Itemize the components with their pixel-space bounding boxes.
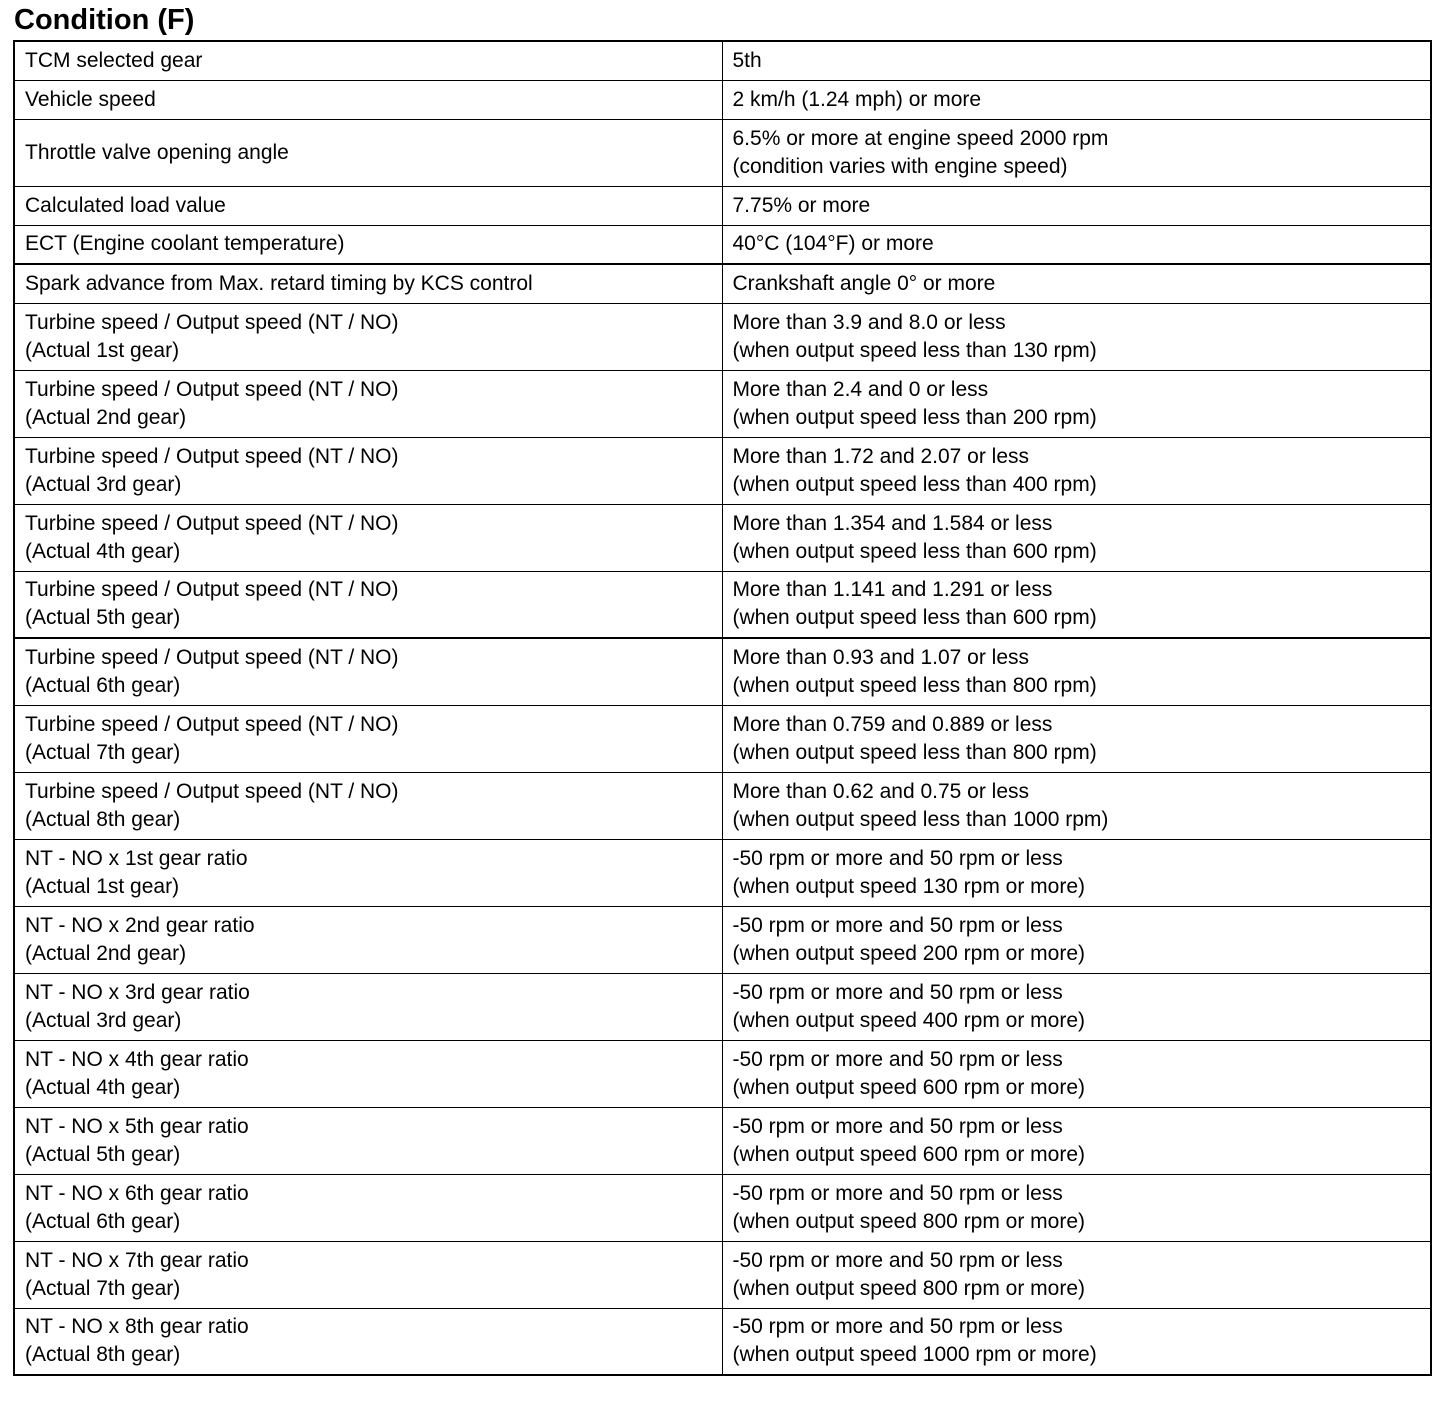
condition-item-text: NT - NO x 7th gear ratio [25, 1248, 249, 1272]
condition-value-text: 6.5% or more at engine speed 2000 rpm [732, 126, 1109, 150]
condition-value-text: (when output speed 800 rpm or more) [732, 1276, 1086, 1300]
condition-item-cell [14, 1107, 722, 1174]
condition-table-body [14, 41, 1431, 1375]
condition-item-text: Turbine speed / Output speed (NT / NO) [25, 578, 399, 602]
condition-item-text: (Actual 6th gear) [25, 1209, 181, 1233]
condition-item-cell [14, 1174, 722, 1241]
condition-item-text: Turbine speed / Output speed (NT / NO) [25, 645, 399, 669]
condition-value-cell [722, 119, 1431, 186]
condition-value-text: (when output speed less than 130 rpm) [732, 338, 1097, 362]
condition-value-text: (when output speed less than 800 rpm) [732, 673, 1097, 697]
table-row [14, 906, 1431, 973]
condition-item-cell [14, 705, 722, 772]
condition-value-text: (when output speed 600 rpm or more) [732, 1142, 1086, 1166]
condition-value-text: (condition varies with engine speed) [732, 154, 1068, 178]
condition-value-text: More than 1.354 and 1.584 or less [732, 511, 1053, 535]
condition-item-cell [14, 1308, 722, 1375]
condition-value-text: More than 1.72 and 2.07 or less [732, 444, 1030, 468]
condition-item-cell [14, 1040, 722, 1107]
condition-value-text: -50 rpm or more and 50 rpm or less [732, 913, 1063, 937]
condition-value-text: -50 rpm or more and 50 rpm or less [732, 846, 1063, 870]
condition-value-cell [722, 638, 1431, 705]
condition-value-cell [722, 437, 1431, 504]
condition-value-cell [722, 571, 1431, 638]
table-row [14, 186, 1431, 225]
condition-value-text: (when output speed 130 rpm or more) [732, 874, 1086, 898]
condition-item-text: TCM selected gear [25, 48, 203, 72]
condition-value-cell [722, 973, 1431, 1040]
condition-value-text: (when output speed 200 rpm or more) [732, 941, 1086, 965]
table-row [14, 303, 1431, 370]
condition-value-text: More than 1.141 and 1.291 or less [732, 578, 1053, 602]
condition-item-text: (Actual 4th gear) [25, 539, 181, 563]
condition-value-text: (when output speed 600 rpm or more) [732, 1075, 1086, 1099]
condition-item-cell [14, 80, 722, 119]
condition-value-cell [722, 1107, 1431, 1174]
condition-value-text: (when output speed less than 600 rpm) [732, 606, 1097, 630]
condition-item-text: NT - NO x 2nd gear ratio [25, 913, 255, 937]
condition-item-cell [14, 119, 722, 186]
condition-item-cell [14, 41, 722, 80]
condition-value-text: (when output speed 800 rpm or more) [732, 1209, 1086, 1233]
condition-item-text: (Actual 2nd gear) [25, 941, 187, 965]
condition-value-text: 5th [732, 48, 762, 72]
condition-item-text: (Actual 7th gear) [25, 1276, 181, 1300]
condition-value-text: (when output speed less than 1000 rpm) [732, 807, 1109, 831]
condition-value-text: -50 rpm or more and 50 rpm or less [732, 1248, 1063, 1272]
table-row [14, 41, 1431, 80]
table-row [14, 772, 1431, 839]
table-row [14, 705, 1431, 772]
condition-item-text: (Actual 1st gear) [25, 874, 180, 898]
condition-value-cell [722, 839, 1431, 906]
condition-value-cell [722, 370, 1431, 437]
condition-item-text: (Actual 4th gear) [25, 1075, 181, 1099]
condition-table [13, 40, 1432, 1376]
table-row [14, 225, 1431, 264]
condition-item-text: (Actual 3rd gear) [25, 1008, 182, 1032]
condition-value-cell [722, 41, 1431, 80]
condition-value-cell [722, 1040, 1431, 1107]
condition-value-text: More than 2.4 and 0 or less [732, 377, 989, 401]
condition-item-text: NT - NO x 3rd gear ratio [25, 980, 250, 1004]
page-title: Condition (F) [14, 4, 195, 36]
condition-item-text: Turbine speed / Output speed (NT / NO) [25, 444, 399, 468]
condition-item-text: Turbine speed / Output speed (NT / NO) [25, 779, 399, 803]
condition-item-text: (Actual 7th gear) [25, 740, 181, 764]
condition-item-cell [14, 973, 722, 1040]
condition-item-text: (Actual 8th gear) [25, 1343, 181, 1367]
condition-item-cell [14, 1241, 722, 1308]
condition-item-text: NT - NO x 8th gear ratio [25, 1315, 249, 1339]
condition-item-text: Vehicle speed [25, 87, 156, 111]
table-row [14, 1308, 1431, 1375]
condition-item-cell [14, 772, 722, 839]
condition-value-text: (when output speed less than 800 rpm) [732, 740, 1097, 764]
table-row [14, 504, 1431, 571]
table-row [14, 80, 1431, 119]
condition-value-text: -50 rpm or more and 50 rpm or less [732, 1047, 1063, 1071]
condition-value-cell [722, 1308, 1431, 1375]
condition-value-text: Crankshaft angle 0° or more [732, 271, 996, 295]
condition-item-text: NT - NO x 4th gear ratio [25, 1047, 249, 1071]
condition-value-text: (when output speed less than 200 rpm) [732, 405, 1097, 429]
table-row [14, 1174, 1431, 1241]
condition-item-cell [14, 504, 722, 571]
condition-item-text: Turbine speed / Output speed (NT / NO) [25, 712, 399, 736]
condition-value-cell [722, 264, 1431, 303]
condition-value-cell [722, 906, 1431, 973]
condition-value-cell [722, 1174, 1431, 1241]
condition-value-cell [722, 1241, 1431, 1308]
table-row [14, 973, 1431, 1040]
condition-value-text: 40°C (104°F) or more [732, 232, 934, 256]
condition-value-text: (when output speed less than 400 rpm) [732, 472, 1097, 496]
condition-item-text: Calculated load value [25, 193, 226, 217]
condition-value-cell [722, 80, 1431, 119]
condition-value-text: -50 rpm or more and 50 rpm or less [732, 1181, 1063, 1205]
condition-item-text: (Actual 5th gear) [25, 1142, 181, 1166]
condition-item-text: NT - NO x 1st gear ratio [25, 846, 248, 870]
condition-item-text: (Actual 5th gear) [25, 606, 181, 630]
condition-item-text: Spark advance from Max. retard timing by KCS control [25, 271, 533, 295]
condition-item-cell [14, 906, 722, 973]
condition-value-cell [722, 705, 1431, 772]
condition-item-text: Throttle valve opening angle [25, 140, 289, 164]
condition-item-text: NT - NO x 5th gear ratio [25, 1114, 249, 1138]
condition-item-text: (Actual 8th gear) [25, 807, 181, 831]
condition-item-cell [14, 225, 722, 264]
condition-value-cell [722, 225, 1431, 264]
condition-value-text: 7.75% or more [732, 193, 871, 217]
condition-item-cell [14, 571, 722, 638]
condition-value-text: More than 0.759 and 0.889 or less [732, 712, 1053, 736]
condition-value-text: (when output speed 400 rpm or more) [732, 1008, 1086, 1032]
table-row [14, 437, 1431, 504]
table-row [14, 1241, 1431, 1308]
condition-value-cell [722, 772, 1431, 839]
condition-value-text: (when output speed less than 600 rpm) [732, 539, 1097, 563]
condition-item-cell [14, 370, 722, 437]
condition-item-text: (Actual 6th gear) [25, 673, 181, 697]
condition-item-cell [14, 437, 722, 504]
table-row [14, 1107, 1431, 1174]
condition-item-cell [14, 264, 722, 303]
condition-value-text: -50 rpm or more and 50 rpm or less [732, 1315, 1063, 1339]
table-row [14, 638, 1431, 705]
condition-value-text: -50 rpm or more and 50 rpm or less [732, 1114, 1063, 1138]
condition-item-text: Turbine speed / Output speed (NT / NO) [25, 511, 399, 535]
condition-value-text: 2 km/h (1.24 mph) or more [732, 87, 982, 111]
condition-value-text: More than 0.93 and 1.07 or less [732, 645, 1030, 669]
condition-item-text: ECT (Engine coolant temperature) [25, 232, 345, 256]
table-row [14, 264, 1431, 303]
condition-value-cell [722, 504, 1431, 571]
condition-value-text: (when output speed 1000 rpm or more) [732, 1343, 1097, 1367]
condition-item-text: (Actual 2nd gear) [25, 405, 187, 429]
condition-value-cell [722, 303, 1431, 370]
table-row [14, 370, 1431, 437]
condition-item-text: (Actual 1st gear) [25, 338, 180, 362]
table-row [14, 571, 1431, 638]
condition-item-text: Turbine speed / Output speed (NT / NO) [25, 310, 399, 334]
condition-item-text: Turbine speed / Output speed (NT / NO) [25, 377, 399, 401]
condition-value-text: More than 3.9 and 8.0 or less [732, 310, 1006, 334]
condition-value-cell [722, 186, 1431, 225]
condition-item-text: NT - NO x 6th gear ratio [25, 1181, 249, 1205]
condition-item-text: (Actual 3rd gear) [25, 472, 182, 496]
condition-item-cell [14, 186, 722, 225]
table-row [14, 1040, 1431, 1107]
condition-item-cell [14, 839, 722, 906]
table-row [14, 119, 1431, 186]
condition-item-cell [14, 303, 722, 370]
condition-value-text: More than 0.62 and 0.75 or less [732, 779, 1030, 803]
table-row [14, 839, 1431, 906]
condition-value-text: -50 rpm or more and 50 rpm or less [732, 980, 1063, 1004]
condition-item-cell [14, 638, 722, 705]
